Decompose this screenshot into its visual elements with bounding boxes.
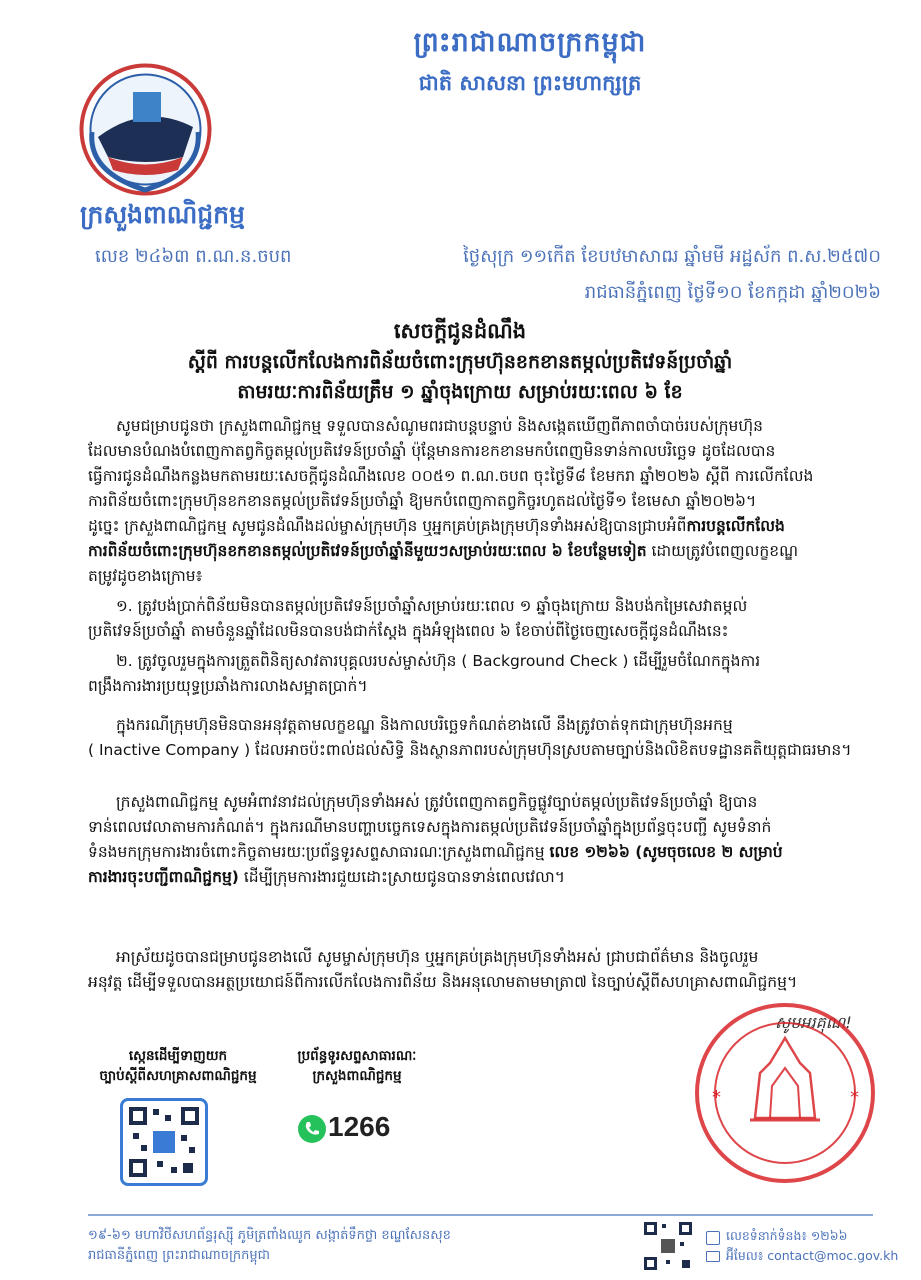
signature: សូមអរគុណ!	[775, 1013, 852, 1032]
para3-line: ទាន់ពេលវេលាតាមការកំណត់។ ក្នុងករណីមានបញ្ហាបច្ចេកទេសក្នុងការតម្កល់ប្រតិវេទន៍ប្រចាំឆ្នាំក្នុងប្រព័ន្ធចុះបញ្ជី សូមទំនាក់	[88, 818, 772, 836]
svg-text:*: *	[850, 1087, 859, 1108]
para1-line: សូមជម្រាបជូនថា ក្រសួងពាណិជ្ជកម្ម ទទួលបានសំណូមពរជាបន្តបន្ទាប់ និងសង្កេតឃើញពីភាពចាំបាច់របស់ក្រុមហ៊ុន	[116, 417, 763, 435]
contact-info	[726, 1226, 898, 1266]
item2-line: ពង្រឹងការងារប្រយុទ្ធប្រឆាំងការលាងសម្អាតប្រាក់។	[88, 677, 368, 695]
para3-bold: លេខ ១២៦៦ (សូមចុចលេខ ២ សម្រាប់	[549, 843, 783, 861]
paragraph-4	[88, 945, 858, 995]
item1-line: ប្រតិវេទន៍ប្រចាំឆ្នាំ តាមចំនួនឆ្នាំដែលមិនបានបង់ជាក់ស្ដែង ក្នុងអំឡុងពេល ៦ ខែចាប់ពីថ្ងៃចេញសេចក្ដីជូនដំណឹងនេះ	[88, 622, 729, 640]
hotline-label-line2: ក្រសួងពាណិជ្ជកម្ម	[312, 1068, 402, 1084]
para1-line	[88, 514, 858, 539]
qr-label	[93, 1046, 263, 1086]
para1-line	[88, 539, 858, 564]
para4-line: អនុវត្ត ដើម្បីទទួលបានអត្ថប្រយោជន៍ពីការលើកលែងការពិន័យ និងអនុលោមតាមមាត្រា៧ នៃច្បាប់ស្ដីពីសហគ្រាសពាណិជ្ជកម្ម។	[88, 973, 798, 991]
contact-email[interactable]: អ៊ីមែល៖ contact@moc.gov.kh	[726, 1248, 899, 1263]
address-line1: ១៩-៦១ មហាវិថីសហព័ន្ធរុស្ស៊ី ភូមិត្រពាំងឈូក សង្កាត់ទឹកថ្លា ខណ្ឌសែនសុខ	[88, 1228, 451, 1243]
para1-bold-tail: ការបន្តលើកលែង	[686, 517, 785, 535]
reference-number: លេខ ២៤៦៣ ព.ណ.ន.ចបព	[95, 246, 292, 267]
subject-line-1: ស្ដីពី ការបន្តលើកលែងការពិន័យចំពោះក្រុមហ៊ុនខកខានតម្កល់ប្រតិវេទន៍ប្រចាំឆ្នាំ	[187, 351, 733, 373]
para1-text: ដូច្នេះ ក្រសួងពាណិជ្ជកម្ម សូមជូនដំណឹងដល់ម្ចាស់ក្រុមហ៊ុន ឬអ្នកគ្រប់គ្រងក្រុមហ៊ុនទាំងអស់ឱ្យបានជ្រាបអំពី	[88, 517, 687, 535]
para1-line: តម្រូវដូចខាងក្រោម៖	[88, 567, 203, 585]
para3-bold2: ការងារចុះបញ្ជីពាណិជ្ជកម្ម)	[88, 868, 239, 886]
condition-item-1	[88, 594, 858, 644]
contact-qr-code[interactable]	[642, 1220, 694, 1272]
hotline-label	[272, 1046, 442, 1086]
official-stamp	[690, 998, 880, 1188]
hotline-label-line1: ប្រព័ន្ធទូរសព្ទសាធារណៈ	[297, 1048, 417, 1064]
para1-line: ការពិន័យចំពោះក្រុមហ៊ុនខកខានតម្កល់ប្រតិវេទន៍ប្រចាំឆ្នាំ ឱ្យមកបំពេញកាតព្វកិច្ចរហូតដល់ថ្ងៃទី១ ខែមេសា ឆ្នាំ២០២៦។	[88, 492, 757, 510]
lunar-date: ថ្ងៃសុក្រ ១១កើត ខែបឋមាសាឍ ឆ្នាំមមី អដ្ឋស័ក ព.ស.២៥៧០	[463, 246, 881, 267]
condition-item-2	[88, 649, 858, 699]
para2-line: ( Inactive Company ) ដែលអាចប៉ះពាល់ដល់សិទ្ធិ និងស្ថានភាពរបស់ក្រុមហ៊ុនស្របតាមច្បាប់និងលិខិតបទដ្ឋានគតិយុត្តជាធរមាន។	[88, 741, 852, 759]
para1-bold-line-tail: ដោយត្រូវបំពេញលក្ខខណ្ឌ	[646, 542, 799, 560]
svg-text:*: *	[712, 1087, 721, 1108]
footer-divider	[88, 1214, 873, 1216]
para3-text: ទំនងមកក្រុមការងារចំពោះកិច្ចតាមរយៈប្រព័ន្ធទូរសព្ទសាធារណៈក្រសួងពាណិជ្ជកម្ម	[88, 843, 550, 861]
para1-line: ដែលមានបំណងបំពេញកាតព្វកិច្ចតម្កល់ប្រតិវេទន៍ប្រចាំឆ្នាំ ប៉ុន្តែមានការខកខានមកបំពេញមិនទាន់កាលបរិច្ឆេទ ដូចដែលបាន	[88, 442, 776, 460]
para2-line: ក្នុងករណីក្រុមហ៊ុនមិនបានអនុវត្តតាមលក្ខខណ្ឌ និងកាលបរិច្ឆេទកំណត់ខាងលើ នឹងត្រូវចាត់ទុកជាក្រុមហ៊ុនអកម្ម	[116, 716, 733, 734]
qr-label-line1: ស្កេនដើម្បីទាញយក	[128, 1048, 228, 1064]
para3-line	[88, 840, 858, 865]
email-contact-icon	[706, 1251, 720, 1262]
paragraph-1	[88, 414, 858, 589]
para3-line	[88, 865, 858, 890]
ministry-address	[88, 1226, 451, 1266]
item2-line: ២. ត្រូវចូលរួមក្នុងការត្រួតពិនិត្យសាវតារបុគ្គលរបស់ម្ចាស់ហ៊ុន ( Background Check ) ដើម្បីរួមចំណែកក្នុងការ	[116, 652, 761, 670]
para1-line: ធ្វើការជូនដំណឹងកន្លងមកតាមរយៈសេចក្ដីជូនដំណឹងលេខ ០០៥១ ព.ណ.ចបព ចុះថ្ងៃទី៨ ខែមករា ឆ្នាំ២០២៦ ស្ដីពី ការលើកលែង	[88, 467, 814, 485]
notice-title: សេចក្ដីជូនដំណឹង	[393, 319, 527, 343]
subject-line-2: តាមរយៈការពិន័យត្រឹម ១ ឆ្នាំចុងក្រោយ សម្រាប់រយៈពេល ៦ ខែ	[237, 381, 683, 403]
kingdom-title: ព្រះរាជាណាចក្រកម្ពុជា	[413, 27, 647, 58]
para3-line: ក្រសួងពាណិជ្ជកម្ម សូមអំពាវនាវដល់ក្រុមហ៊ុនទាំងអស់ ត្រូវបំពេញកាតព្វកិច្ចផ្លូវច្បាប់តម្កល់ប្រតិវេទន៍ប្រចាំឆ្នាំ ឱ្យបាន	[116, 793, 758, 811]
contact-phone: លេខទំនាក់ទំនង៖ ១២៦៦	[726, 1228, 848, 1243]
ministry-name: ក្រសួងពាណិជ្ជកម្ម	[80, 200, 245, 229]
paragraph-3	[88, 790, 858, 890]
para1-bold-line: ការពិន័យចំពោះក្រុមហ៊ុនខកខានតម្កល់ប្រតិវេទន៍ប្រចាំឆ្នាំនីមួយៗសម្រាប់រយៈពេល ៦ ខែបន្ថែមទៀត	[88, 542, 647, 560]
ministry-logo	[78, 62, 213, 197]
qr-label-line2: ច្បាប់ស្ដីពីសហគ្រាសពាណិជ្ជកម្ម	[99, 1068, 257, 1084]
item1-line: ១. ត្រូវបង់ប្រាក់ពិន័យមិនបានតម្កល់ប្រតិវេទន៍ប្រចាំឆ្នាំសម្រាប់រយៈពេល ១ ឆ្នាំចុងក្រោយ និងបង់កម្រៃសេវាតម្កល់	[116, 597, 748, 615]
phone-icon	[298, 1115, 326, 1143]
para4-line: អាស្រ័យដូចបានជម្រាបជូនខាងលើ សូមម្ចាស់ក្រុមហ៊ុន ឬអ្នកគ្រប់គ្រងក្រុមហ៊ុនទាំងអស់ ជ្រាបជាព័ត៌មាន និងចូលរួម	[116, 948, 759, 966]
paragraph-2	[88, 713, 858, 763]
national-motto: ជាតិ សាសនា ព្រះមហាក្សត្រ	[418, 71, 642, 95]
hotline-number[interactable]: 1266	[328, 1111, 391, 1142]
para3-tail: ដើម្បីក្រុមការងារជួយដោះស្រាយជូនបានទាន់ពេលវេលា។	[238, 868, 565, 886]
law-download-qr-code[interactable]	[120, 1098, 208, 1186]
solar-date: រាជធានីភ្នំពេញ ថ្ងៃទី១០ ខែកក្កដា ឆ្នាំ២០២៦	[584, 282, 881, 303]
address-line2: រាជធានីភ្នំពេញ ព្រះរាជាណាចក្រកម្ពុជា	[88, 1248, 270, 1263]
phone-contact-icon	[706, 1231, 720, 1245]
